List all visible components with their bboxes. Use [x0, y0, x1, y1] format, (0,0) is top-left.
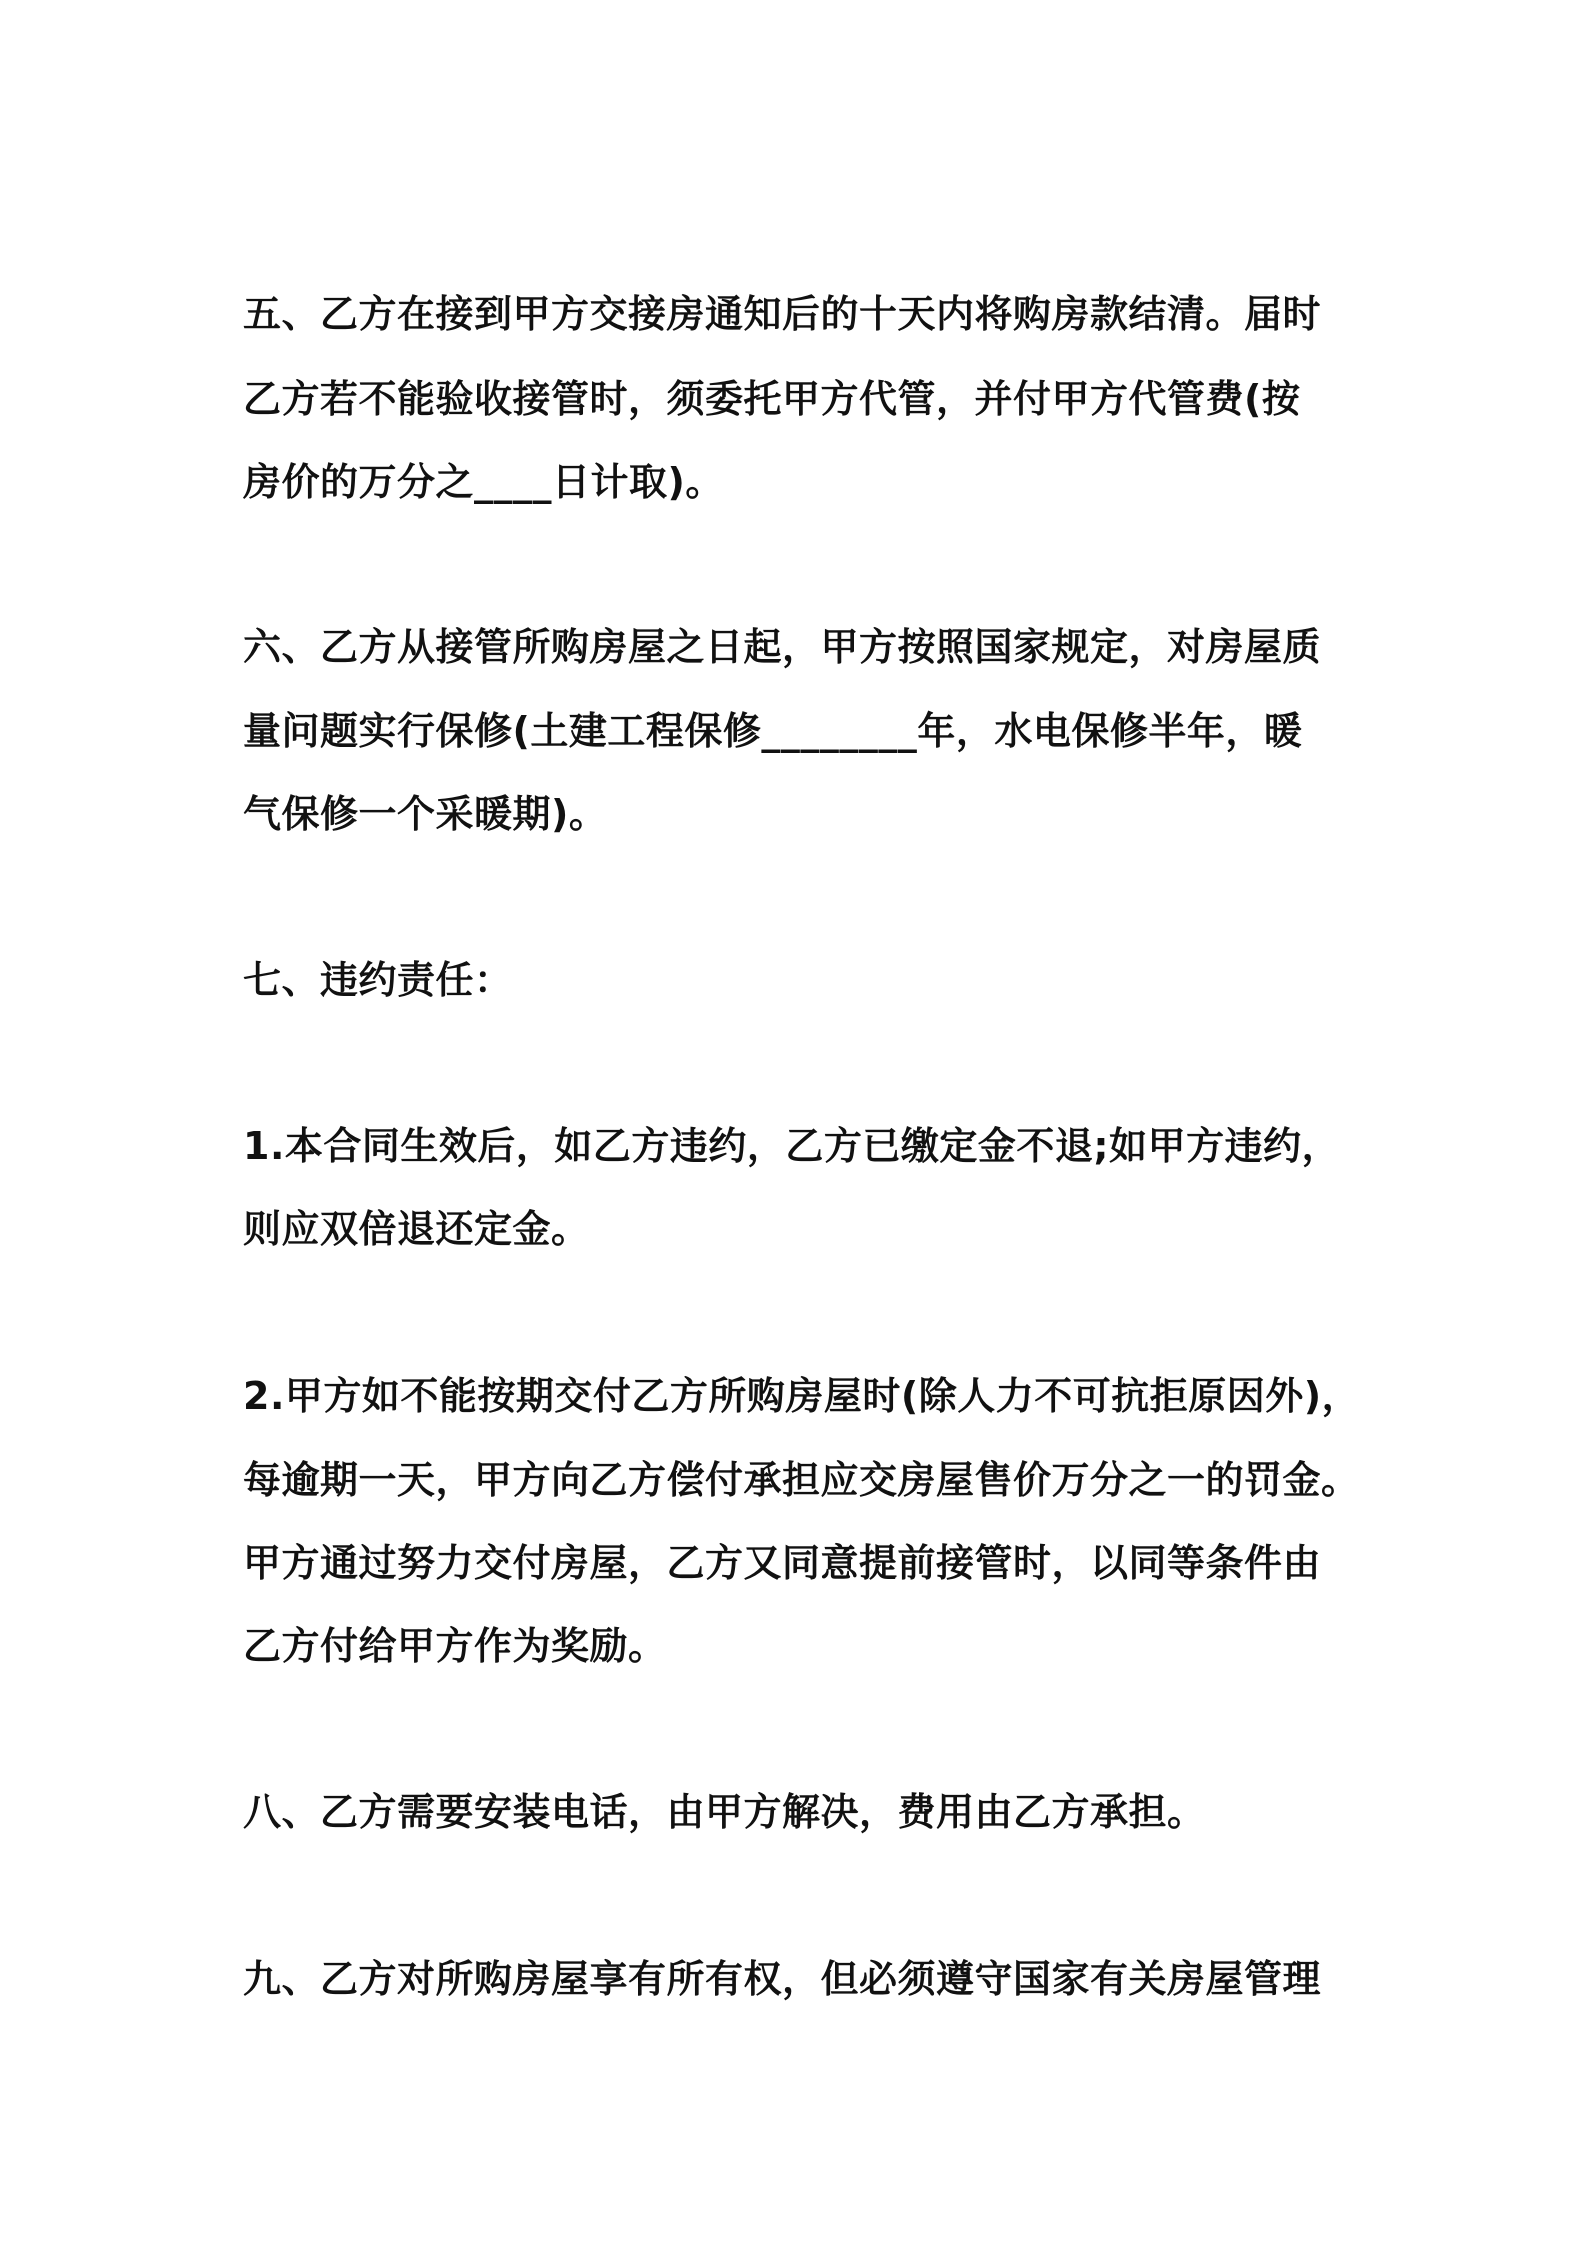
clause-7-item-2-line-3: 甲方通过努力交付房屋，乙方又同意提前接管时，以同等条件由	[243, 1541, 1322, 1585]
clause-7-item-1-line-2: 则应双倍退还定金。	[243, 1207, 590, 1251]
clause-7-item-1-line-1: 1.本合同生效后，如乙方违约，乙方已缴定金不退;如甲方违约，	[243, 1124, 1341, 1168]
clause-6-line-2: 量问题实行保修(土建工程保修________年，水电保修半年，暖	[243, 709, 1303, 753]
clause-8-line-1: 八、乙方需要安装电话，由甲方解决，费用由乙方承担。	[243, 1790, 1206, 1834]
clause-7-item-2-line-2: 每逾期一天，甲方向乙方偿付承担应交房屋售价万分之一的罚金。	[243, 1458, 1360, 1502]
clause-6-line-3: 气保修一个采暖期)。	[243, 792, 608, 836]
clause-7-item-2-line-4: 乙方付给甲方作为奖励。	[243, 1624, 667, 1668]
clause-7-item-2-line-1: 2.甲方如不能按期交付乙方所购房屋时(除人力不可抗拒原因外)，	[243, 1374, 1361, 1418]
clause-5-line-2: 乙方若不能验收接管时，须委托甲方代管，并付甲方代管费(按	[243, 377, 1301, 421]
clause-5-line-3: 房价的万分之____日计取)。	[243, 460, 724, 504]
clause-7-heading: 七、违约责任：	[243, 958, 513, 1002]
clause-9-line-1: 九、乙方对所购房屋享有所有权，但必须遵守国家有关房屋管理	[243, 1957, 1322, 2001]
clause-5-line-1: 五、乙方在接到甲方交接房通知后的十天内将购房款结清。届时	[243, 292, 1322, 336]
clause-6-line-1: 六、乙方从接管所购房屋之日起，甲方按照国家规定，对房屋质	[243, 625, 1322, 669]
